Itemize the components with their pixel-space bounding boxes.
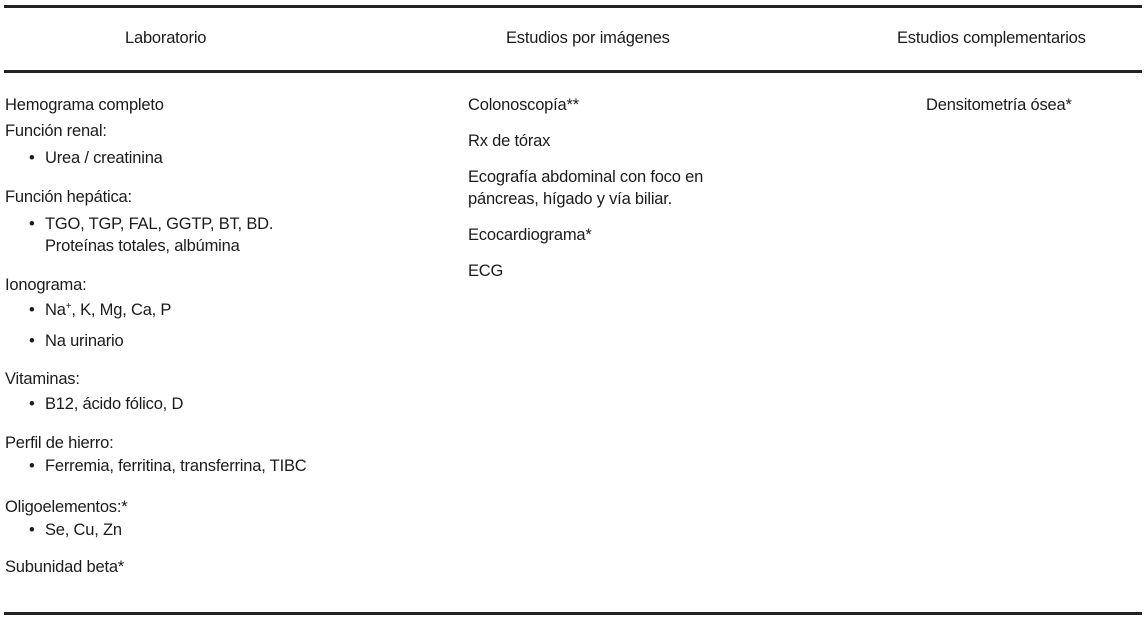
group-ionograma: [5, 274, 445, 352]
imagen-rx-torax: [468, 130, 768, 152]
bullet-icon: •: [29, 457, 35, 475]
bullet-icon: •: [29, 301, 35, 319]
list-item-text: B12, ácido fólico, D: [45, 395, 184, 413]
list-item: [5, 330, 445, 352]
subunidad-beta-label: Subunidad beta*: [5, 558, 125, 576]
group-subunidad-beta: [5, 556, 445, 578]
ecocardiograma-label: Ecocardiograma*: [468, 226, 592, 244]
bullet-icon: •: [29, 521, 35, 539]
ionograma-title: Ionograma:: [5, 276, 87, 294]
list-item-text: [45, 299, 445, 321]
ionograma-list: [5, 299, 445, 352]
group-funcion-renal: [5, 120, 445, 169]
header-laboratorio: Laboratorio: [125, 29, 207, 47]
bullet-icon: •: [29, 395, 35, 413]
group-vitaminas: [5, 368, 445, 415]
colonoscopia-label: Colonoscopía**: [468, 96, 579, 114]
vitaminas-list: [5, 393, 445, 415]
table-header-rule: [4, 70, 1142, 73]
imagen-ecg: [468, 260, 768, 282]
column-laboratorio: [5, 94, 445, 578]
funcion-hepatica-title: Función hepática:: [5, 188, 132, 206]
list-item-text: Na urinario: [45, 332, 124, 350]
list-item: [5, 299, 445, 321]
header-complementarios: Estudios complementarios: [897, 29, 1086, 47]
bullet-icon: •: [29, 149, 35, 167]
table-top-rule: [4, 5, 1142, 8]
imagen-colonoscopia: [468, 94, 768, 116]
column-imagenes: [468, 94, 768, 296]
imagen-ecografia: [468, 166, 768, 210]
rx-torax-label: Rx de tórax: [468, 132, 551, 150]
perfil-hierro-list: [5, 455, 445, 477]
group-perfil-hierro: [5, 432, 445, 477]
list-item: [5, 519, 445, 541]
group-hemograma: [5, 94, 445, 116]
list-item: [5, 455, 445, 477]
hemograma-label: Hemograma completo: [5, 96, 164, 114]
oligoelementos-list: [5, 519, 445, 541]
funcion-renal-title: Función renal:: [5, 122, 107, 140]
list-item-text: TGO, TGP, FAL, GGTP, BT, BD.: [45, 215, 274, 233]
perfil-hierro-title: Perfil de hierro:: [5, 434, 114, 452]
table-bottom-rule: [4, 612, 1142, 615]
bullet-icon: •: [29, 215, 35, 233]
group-oligoelementos: [5, 496, 445, 541]
funcion-renal-list: [5, 147, 445, 169]
list-item: [5, 213, 445, 257]
column-complementarios: [926, 94, 1136, 130]
densitometria-label: Densitometría ósea*: [926, 96, 1072, 114]
oligoelementos-title: Oligoelementos:*: [5, 498, 128, 516]
ecografia-label-line1: Ecografía abdominal con foco en: [468, 168, 704, 186]
header-imagenes: Estudios por imágenes: [506, 29, 670, 47]
list-item-text: Se, Cu, Zn: [45, 521, 122, 539]
group-funcion-hepatica: [5, 186, 445, 257]
vitaminas-title: Vitaminas:: [5, 370, 80, 388]
bullet-icon: •: [29, 332, 35, 350]
ecografia-label-line2: páncreas, hígado y vía biliar.: [468, 190, 673, 208]
list-item-text: Ferremia, ferritina, transferrina, TIBC: [45, 457, 307, 475]
sodium-symbol: Na: [45, 301, 66, 319]
electrolytes-rest: , K, Mg, Ca, P: [71, 301, 172, 319]
cation-superscript: +: [65, 301, 72, 312]
funcion-hepatica-list: [5, 213, 445, 257]
list-item-text: Urea / creatinina: [45, 149, 163, 167]
list-item: [5, 147, 445, 169]
list-item: [5, 393, 445, 415]
ecg-label: ECG: [468, 262, 504, 280]
list-item-text: Proteínas totales, albúmina: [45, 237, 240, 255]
imagen-ecocardiograma: [468, 224, 768, 246]
complementario-densitometria: [926, 94, 1136, 116]
